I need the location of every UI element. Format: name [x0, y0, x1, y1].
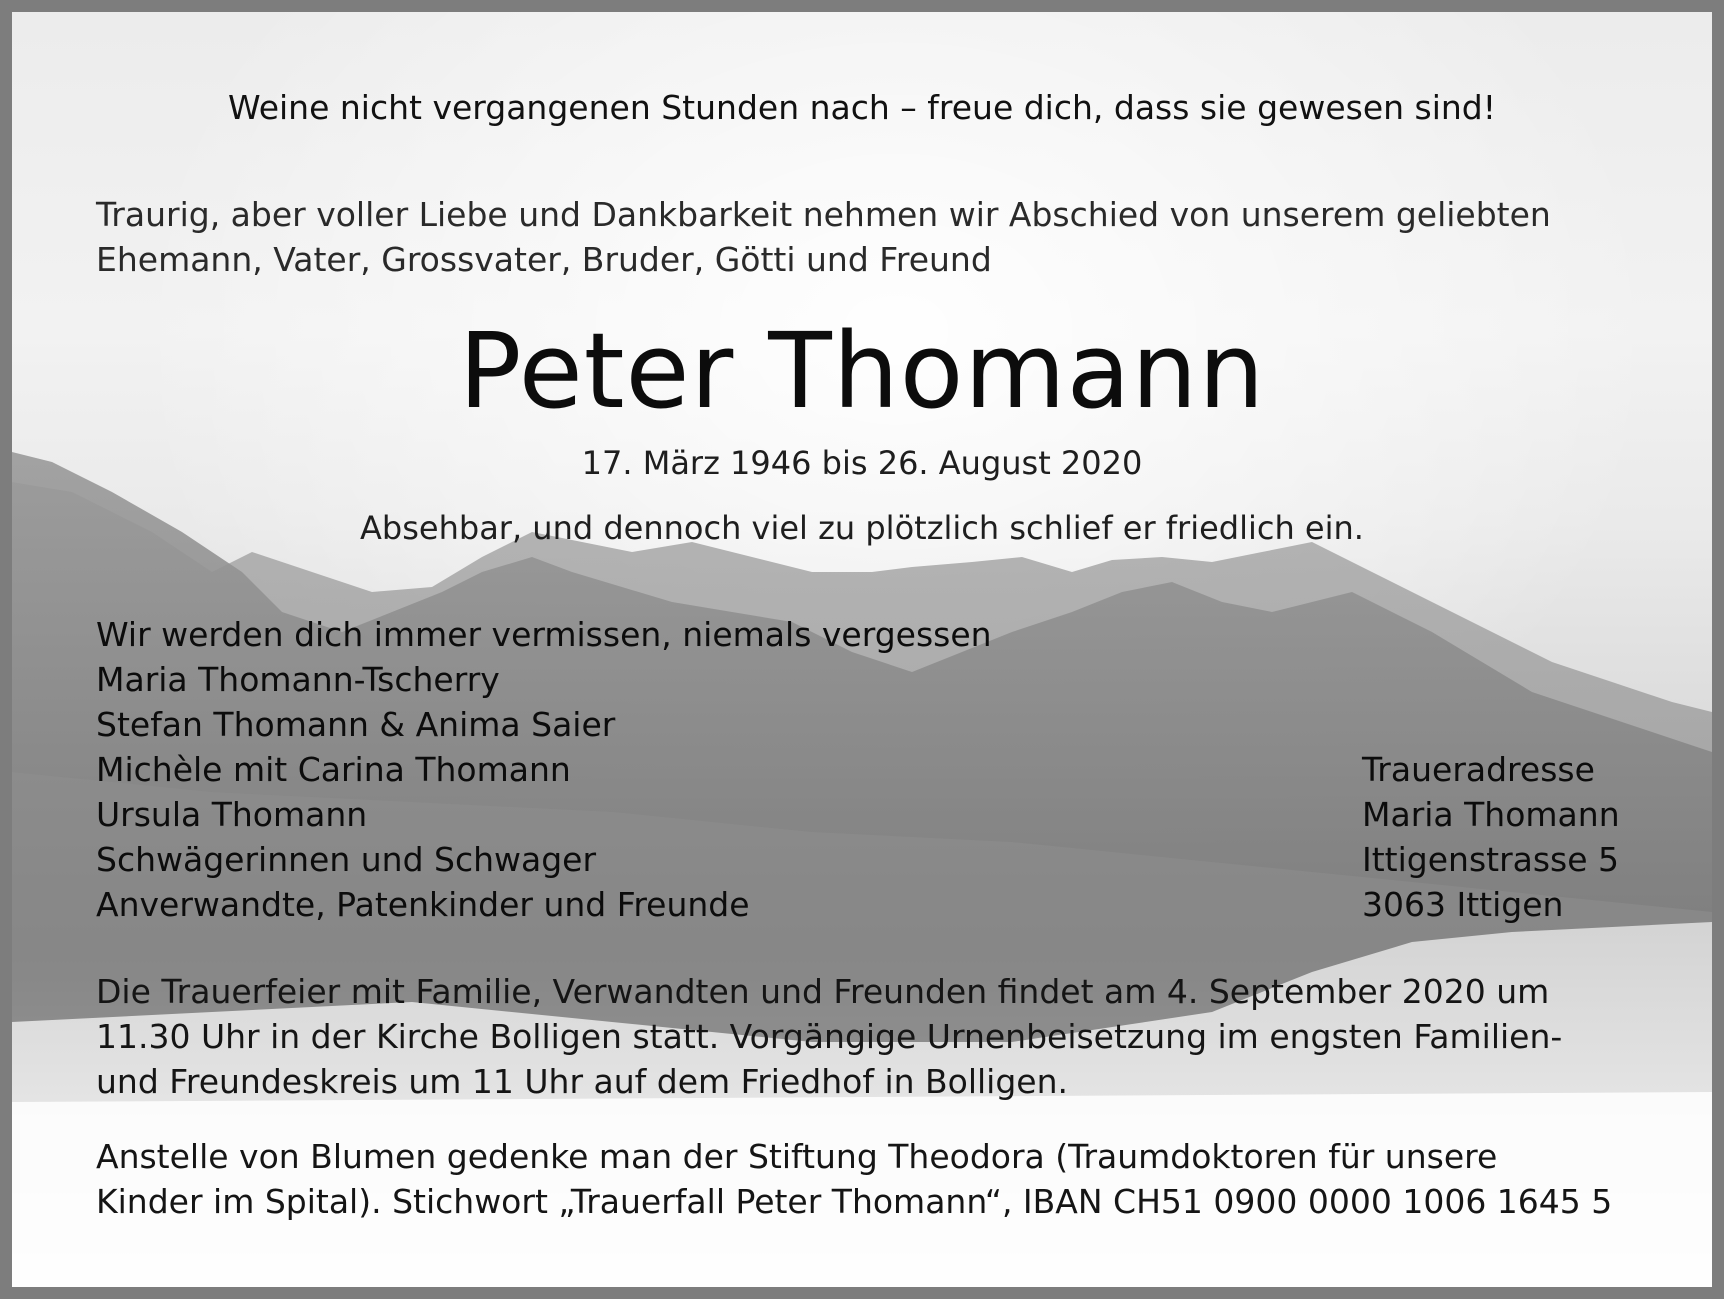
- life-dates: 17. März 1946 bis 26. August 2020: [581, 444, 1143, 482]
- obituary-card: [12, 12, 1712, 1287]
- address-street: Ittigenstrasse 5: [1362, 840, 1620, 879]
- mourner-name: Ursula Thomann: [96, 795, 368, 834]
- motto-quote: Weine nicht vergangenen Stunden nach – freue dich, dass sie gewesen sind!: [228, 88, 1496, 127]
- mourning-address: [1362, 747, 1620, 927]
- tagline: Absehbar, und dennoch viel zu plötzlich schlief er friedlich ein.: [360, 509, 1364, 547]
- ceremony-line-3: und Freundeskreis um 11 Uhr auf dem Friedhof in Bolligen.: [96, 1062, 1069, 1101]
- mourners-list: [96, 612, 992, 927]
- ceremony-line-1: Die Trauerfeier mit Familie, Verwandten und Freunden findet am 4. September 2020 um: [96, 972, 1550, 1011]
- donation-info: [96, 1134, 1612, 1224]
- address-name: Maria Thomann: [1362, 795, 1620, 834]
- address-label: Traueradresse: [1362, 750, 1595, 789]
- mourner-name: Schwägerinnen und Schwager: [96, 840, 597, 879]
- ceremony-line-2: 11.30 Uhr in der Kirche Bolligen statt. Vorgängige Urnenbeisetzung im engsten Familien-: [96, 1017, 1563, 1056]
- mourners-heading: Wir werden dich immer vermissen, niemals vergessen: [96, 615, 992, 654]
- intro-text: [96, 192, 1551, 282]
- deceased-name: Peter Thomann: [458, 310, 1266, 432]
- intro-line-1: Traurig, aber voller Liebe und Dankbarkeit nehmen wir Abschied von unserem geliebten: [96, 195, 1551, 234]
- intro-line-2: Ehemann, Vater, Grossvater, Bruder, Götti und Freund: [96, 240, 992, 279]
- donation-line-1: Anstelle von Blumen gedenke man der Stiftung Theodora (Traumdoktoren für unsere: [96, 1137, 1498, 1176]
- mourner-name: Stefan Thomann & Anima Saier: [96, 705, 616, 744]
- donation-line-2: Kinder im Spital). Stichwort „Trauerfall Peter Thomann“, IBAN CH51 0900 0000 1006 1645 5: [96, 1182, 1613, 1221]
- ceremony-info: [96, 969, 1646, 1104]
- mourner-name: Maria Thomann-Tscherry: [96, 660, 500, 699]
- mourner-name: Anverwandte, Patenkinder und Freunde: [96, 885, 750, 924]
- address-city: 3063 Ittigen: [1362, 885, 1564, 924]
- mourner-name: Michèle mit Carina Thomann: [96, 750, 571, 789]
